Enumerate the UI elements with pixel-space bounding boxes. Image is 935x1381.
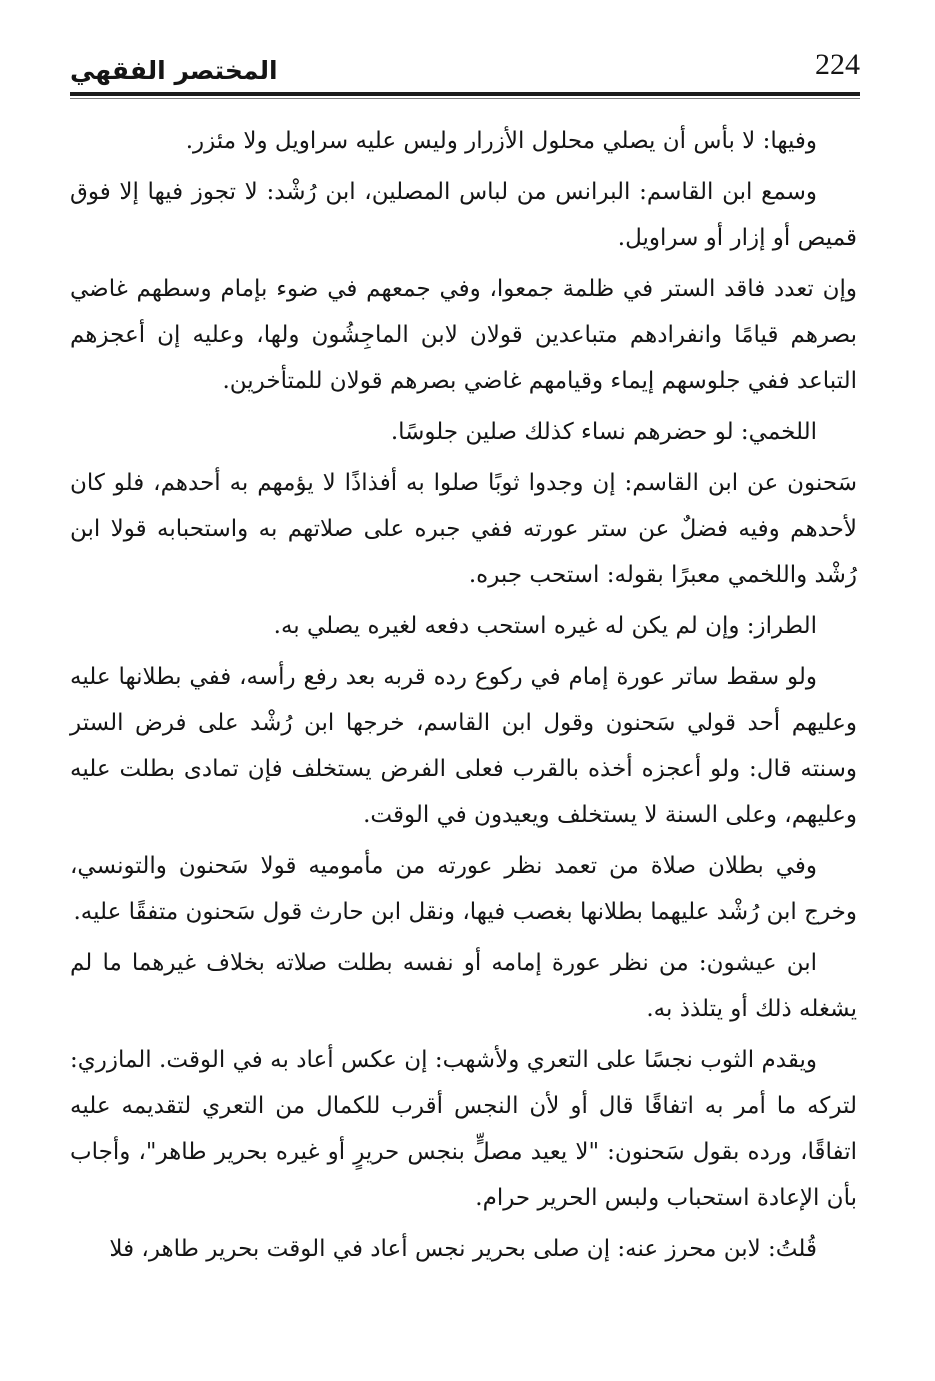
paragraph-10: ويقدم الثوب نجسًا على التعري ولأشهب: إن عكس أعاد به في الوقت. المازري: لتركه ما أمر به اتفاقًا قال أو لأن النجس أقرب للكمال من التعري لتقديمه عليه اتفاقًا، ورده بقول سَحنون: "لا يعيد مصلٍّ بنجس حريرٍ أو غيره بحرير طاهر"، وأجاب بأن الإعادة استحباب ولبس الحرير حرام.: [70, 1047, 857, 1211]
paragraph-2: وسمع ابن القاسم: البرانس من لباس المصلين، ابن رُشْد: لا تجوز فيها إلا فوق قميص أو إزار أو سراويل.: [70, 179, 857, 251]
paragraph-7: ولو سقط ساتر عورة إمام في ركوع رده قربه بعد رفع رأسه، ففي بطلانها عليه وعليهم أحد قولي سَحنون وقول ابن القاسم، خرجها ابن رُشْد على فرض الستر وسنته قال: ولو أعجزه أخذه بالقرب فعلى الفرض يستخلف فإن تمادى بطلت عليه وعليهم، وعلى السنة لا يستخلف ويعيدون في الوقت.: [70, 664, 857, 828]
paragraph-8: وفي بطلان صلاة من تعمد نظر عورته من مأموميه قولا سَحنون والتونسي، وخرج ابن رُشْد عليهما بطلانها بغصب فيها، ونقل ابن حارث قول سَحنون متفقًا عليه.: [70, 853, 857, 925]
header-divider-thin: [70, 98, 860, 99]
paragraph-9: ابن عيشون: من نظر عورة إمامه أو نفسه بطلت صلاته بخلاف غيرهما ما لم يشغله ذلك أو يتلذذ به.: [70, 950, 857, 1022]
paragraph-1: وفيها: لا بأس أن يصلي محلول الأزرار وليس عليه سراويل ولا مئزر.: [185, 128, 817, 154]
book-title: المختصر الفقهي: [70, 56, 278, 85]
paragraph-3: وإن تعدد فاقد الستر في ظلمة جمعوا، وفي جمعهم في ضوء بإمام وسطهم غاضي بصرهم قيامًا وانفرادهم متباعدين قولان لابن الماجِشُون ولها، وعليه إن أعجزهم التباعد ففي جلوسهم إيماء وقيامهم غاضي بصرهم قولان للمتأخرين.: [70, 276, 857, 394]
paragraph-6: الطراز: وإن لم يكن له غيره استحب دفعه لغيره يصلي به.: [273, 613, 817, 639]
paragraph-5: سَحنون عن ابن القاسم: إن وجدوا ثوبًا صلوا به أفذاذًا لا يؤمهم به أحدهم، فلو كان لأحدهم وفيه فضلٌ عن ستر عورته ففي جبره على صلاتهم به واستحبابه قولا ابن رُشْد واللخمي معبرًا بقوله: استحب جبره.: [70, 470, 857, 588]
header-divider: [70, 92, 860, 96]
page-header: [70, 42, 860, 92]
page-body: [70, 118, 857, 1277]
paragraph-4: اللخمي: لو حضرهم نساء كذلك صلين جلوسًا.: [390, 419, 817, 445]
page-number: 224: [815, 48, 860, 81]
paragraph-11: قُلتُ: لابن محرز عنه: إن صلى بحرير نجس أعاد في الوقت بحرير طاهر، فلا: [109, 1236, 817, 1262]
